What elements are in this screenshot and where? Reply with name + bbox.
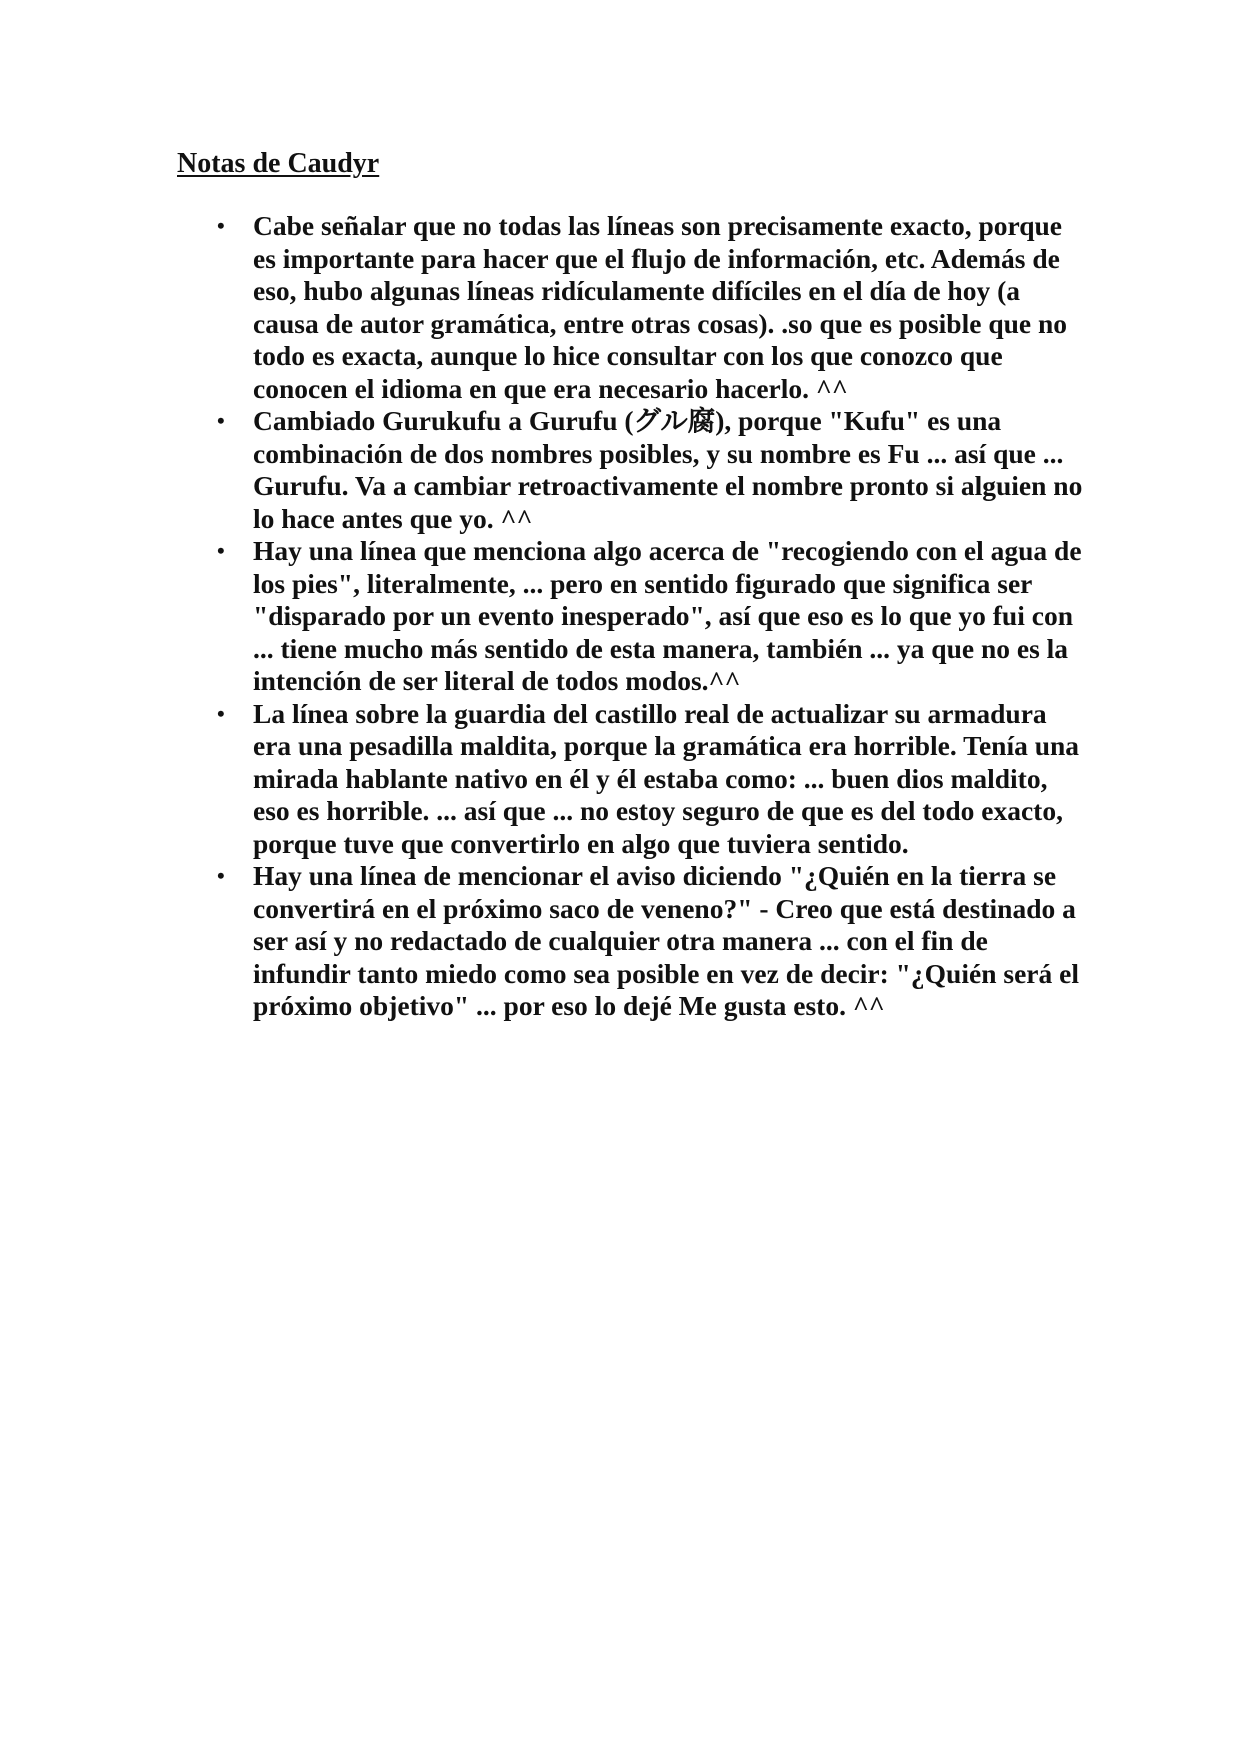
bullet-icon: •: [217, 213, 225, 238]
note-item-1: [217, 210, 1083, 405]
note-text: Cambiado Gurukufu a Gurufu (グル腐), porque "Kufu" es una combinación de dos nombres posibles, y su nombre es Fu ... así que ... Gurufu. Va a cambiar retroactivamente el nombre pronto si alguien no lo hace antes que yo. ^^: [253, 405, 1083, 534]
note-text: Hay una línea de mencionar el aviso diciendo "¿Quién en la tierra se convertirá en el próximo saco de veneno?" - Creo que está destinado a ser así y no redactado de cualquier otra manera ... con el fin de infundir tanto miedo como sea posible en vez de decir: "¿Quién será el próximo objetivo" ... por eso lo dejé Me gusta esto. ^^: [253, 860, 1079, 1021]
bullet-icon: •: [217, 700, 225, 726]
note-item-4: [217, 697, 1083, 861]
note-text: Hay una línea que menciona algo acerca de "recogiendo con el agua de los pies", literalmente, ... pero en sentido figurado que significa ser "disparado por un evento inesperado", así que eso es lo que yo fui con ... tiene mucho más sentido de esta manera, también ... ya que no es la intención de ser literal de todos modos.^^: [253, 535, 1082, 696]
notes-list: [217, 210, 1083, 1023]
note-item-3: [217, 535, 1083, 698]
note-item-2: [217, 405, 1083, 535]
page-title: Notas de Caudyr: [177, 148, 380, 179]
note-item-5: [217, 860, 1083, 1023]
bullet-icon: •: [217, 538, 225, 563]
bullet-icon: •: [217, 408, 225, 433]
bullet-icon: •: [217, 863, 225, 888]
note-text: Cabe señalar que no todas las líneas son precisamente exacto, porque es importante para hacer que el flujo de información, etc. Además de eso, hubo algunas líneas ridículamente difíciles en el día de hoy (a causa de autor gramática, entre otras cosas). .so que es posible que no todo es exacta, aunque lo hice consultar con los que conozco que conocen el idioma en que era necesario hacerlo. ^^: [253, 210, 1068, 404]
note-text: La línea sobre la guardia del castillo real de actualizar su armadura era una pesadilla maldita, porque la gramática era horrible. Tenía una mirada hablante nativo en él y él estaba como: ... buen dios maldito, eso es horrible. ... así que ... no estoy seguro de que es del todo exacto, porque tuve que convertirlo en algo que tuviera sentido.: [253, 697, 1080, 859]
